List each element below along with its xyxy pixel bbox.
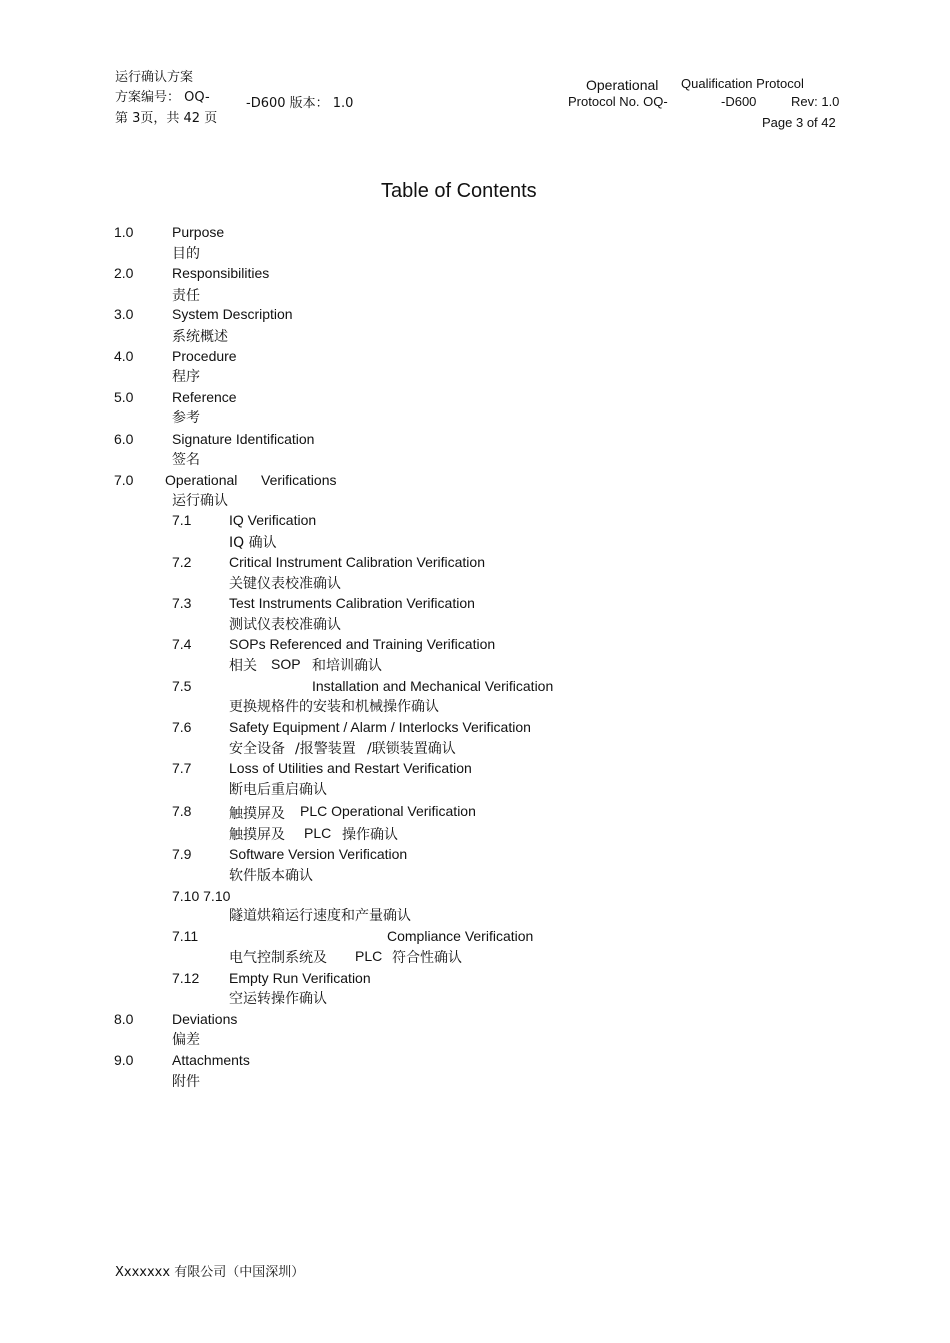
toc-title-cn: 程序 [172,369,200,385]
header-protocol-no-en: Protocol No. OQ- [568,94,668,109]
toc-title-cn: /联锁装置确认 [367,741,456,757]
toc-title-en: Software Version Verification [229,846,408,862]
toc-title-en: SOPs Referenced and Training Verification [229,636,496,652]
header-rev-en: Rev: 1.0 [791,94,840,109]
toc-title-cn: 和培训确认 [312,658,382,674]
toc-title-en: System Description [172,306,293,322]
header-page-cn: 第 3页，共 42 页 [115,111,218,126]
toc-title-en: IQ Verification [229,512,317,528]
toc-title-cn: 软件版本确认 [229,868,313,884]
toc-title-cn: 签名 [172,452,200,468]
toc-title-cn: 触摸屏及 [229,827,285,843]
toc-title-en: Responsibilities [172,265,270,281]
toc-number: 9.0 [114,1052,134,1068]
toc-number: 6.0 [114,431,134,447]
toc-title-en: Procedure [172,348,237,364]
toc-title-en: Attachments [172,1052,250,1068]
toc-title-en: Loss of Utilities and Restart Verification [229,760,472,776]
toc-title-cn: 符合性确认 [392,950,462,966]
toc-title-cn: 更换规格件的安装和机械操作确认 [229,699,439,715]
toc-title-en: 触摸屏及 [229,806,285,822]
toc-title-cn: 目的 [172,246,200,262]
toc-title-cn: PLC [304,825,332,841]
toc-number: 4.0 [114,348,134,364]
toc-title-cn: 空运转操作确认 [229,991,327,1007]
toc-title-en: Deviations [172,1011,238,1027]
header-title-cn: 运行确认方案 [115,70,194,85]
toc-title-cn: 相关 [229,658,257,674]
toc-title-cn: IQ 确认 [229,535,277,551]
toc-title-cn: SOP [271,656,301,672]
toc-title-en: Verifications [261,472,337,488]
header-page-en: Page 3 of 42 [762,115,836,130]
page-title: Table of Contents [381,180,537,202]
toc-title-cn: /报警装置 [295,741,356,757]
toc-title-en: Signature Identification [172,431,315,447]
toc-number: 7.1 [172,512,192,528]
toc-title-cn: 偏差 [172,1032,200,1048]
toc-number: 7.5 [172,678,192,694]
header-protocol-no-cn: 方案编号： OQ- [115,90,210,105]
toc-number: 7.9 [172,846,192,862]
toc-number: 7.12 [172,970,200,986]
toc-number: 7.8 [172,803,192,819]
toc-number: 7.6 [172,719,192,735]
toc-number: 7.4 [172,636,192,652]
toc-number: 8.0 [114,1011,134,1027]
toc-title-en: PLC Operational Verification [300,803,476,819]
header-protocol-suffix-en: -D600 [721,94,757,109]
toc-title-en: Operational [165,472,238,488]
toc-title-cn: 安全设备 [229,741,285,757]
toc-number: 2.0 [114,265,134,281]
toc-number: 7.3 [172,595,192,611]
toc-title-cn: 参考 [172,410,200,426]
toc-number: 1.0 [114,224,134,240]
toc-title-en: Safety Equipment / Alarm / Interlocks Verification [229,719,531,735]
toc-number: 7.7 [172,760,192,776]
header-title-en-a: Operational [586,77,659,93]
toc-title-cn: 断电后重启确认 [229,782,327,798]
footer-company: Xxxxxxx 有限公司（中国深圳） [115,1265,305,1280]
toc-title-en: Reference [172,389,237,405]
toc-title-cn: 附件 [172,1074,200,1090]
toc-title-cn: 电气控制系统及 [229,950,327,966]
toc-number: 5.0 [114,389,134,405]
toc-title-cn: 测试仪表校准确认 [229,617,341,633]
toc-title-cn: 操作确认 [342,827,398,843]
toc-title-cn: 责任 [172,288,200,304]
header-version-cn: -D600 版本： 1.0 [246,96,354,111]
toc-title-en: Test Instruments Calibration Verification [229,595,475,611]
toc-number: 7.10 7.10 [172,888,231,904]
toc-title-en: Compliance Verification [387,928,534,944]
toc-number: 3.0 [114,306,134,322]
toc-title-cn: 运行确认 [172,493,228,509]
toc-title-en: Purpose [172,224,225,240]
toc-title-cn: 关键仪表校准确认 [229,576,341,592]
toc-title-en: Empty Run Verification [229,970,371,986]
toc-title-cn: 隧道烘箱运行速度和产量确认 [229,908,411,924]
toc-number: 7.2 [172,554,192,570]
toc-title-en: Critical Instrument Calibration Verification [229,554,485,570]
toc-number: 7.11 [172,928,199,944]
toc-number: 7.0 [114,472,134,488]
toc-title-en: Installation and Mechanical Verification [312,678,554,694]
toc-title-cn: 系统概述 [172,329,228,345]
toc-title-cn: PLC [355,948,383,964]
header-title-en-b: Qualification Protocol [681,76,804,91]
